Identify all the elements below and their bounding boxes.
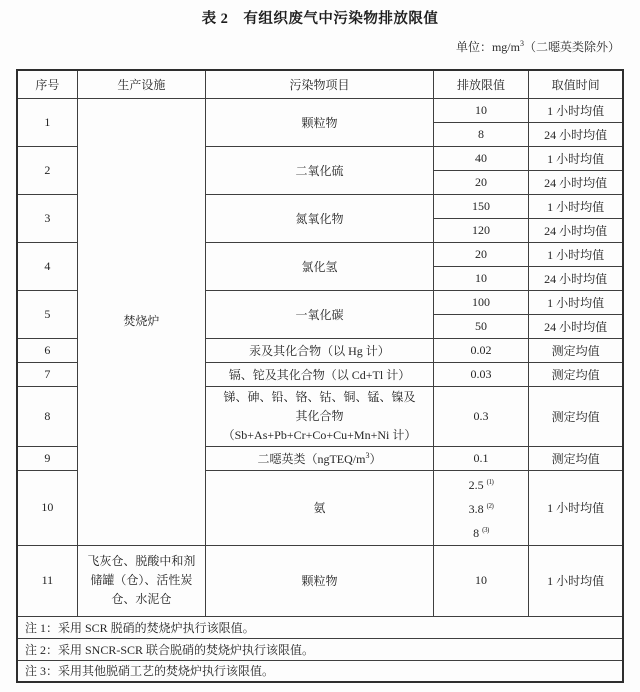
note-2: 注 2：采用 SNCR-SCR 联合脱硝的焚烧炉执行该限值。 — [17, 638, 623, 660]
limit-cell — [433, 470, 528, 545]
table-header-row — [17, 70, 623, 98]
time-cell: 1 小时均值 — [529, 290, 623, 314]
limit-value: 8 — [473, 525, 480, 540]
time-cell: 测定均值 — [529, 446, 623, 470]
limit-cell: 10 — [433, 98, 528, 122]
time-cell: 1 小时均值 — [529, 146, 623, 170]
pollutant-text-suffix: ） — [369, 451, 382, 466]
note-row — [17, 616, 623, 638]
facility-cell-silos: 飞灰仓、脱酸中和剂储罐（仓）、活性炭仓、水泥仓 — [77, 545, 205, 616]
seq-cell: 3 — [17, 194, 77, 242]
pollutant-cell: 汞及其化合物（以 Hg 计） — [206, 338, 434, 362]
table-title: 表 2 有组织废气中污染物排放限值 — [201, 11, 439, 27]
header-facility: 生产设施 — [77, 70, 205, 98]
time-cell: 1 小时均值 — [529, 545, 623, 616]
unit-superscript: 3 — [519, 39, 524, 48]
seq-cell: 1 — [17, 98, 77, 146]
time-cell: 24 小时均值 — [529, 314, 623, 338]
pollutant-cell: 二氧化硫 — [206, 146, 434, 194]
note-3: 注 3：采用其他脱硝工艺的焚烧炉执行该限值。 — [17, 660, 623, 682]
limit-cell: 10 — [433, 545, 528, 616]
limit-line-1 — [437, 472, 525, 496]
seq-cell: 6 — [17, 338, 77, 362]
note-row — [17, 638, 623, 660]
limit-value: 2.5 — [468, 477, 484, 492]
seq-cell: 10 — [17, 470, 77, 545]
note-1: 注 1：采用 SCR 脱硝的焚烧炉执行该限值。 — [17, 616, 623, 638]
limit-line-2 — [437, 496, 525, 520]
seq-cell: 5 — [17, 290, 77, 338]
emission-limits-table — [16, 69, 624, 683]
pollutant-cell: 氮氧化物 — [206, 194, 434, 242]
limit-value: 3.8 — [468, 501, 484, 516]
time-cell: 24 小时均值 — [529, 170, 623, 194]
pollutant-cell: 氯化氢 — [206, 242, 434, 290]
time-cell: 24 小时均值 — [529, 122, 623, 146]
header-time: 取值时间 — [529, 70, 623, 98]
seq-cell: 7 — [17, 362, 77, 386]
time-cell: 1 小时均值 — [529, 194, 623, 218]
pollutant-line-2: 其化合物 — [295, 408, 344, 423]
limit-cell: 0.03 — [433, 362, 528, 386]
pollutant-line-1: 锑、砷、铅、铬、钴、铜、锰、镍及 — [223, 389, 416, 404]
limit-cell: 0.02 — [433, 338, 528, 362]
pollutant-cell: 镉、铊及其化合物（以 Cd+Tl 计） — [206, 362, 434, 386]
limit-cell: 20 — [433, 170, 528, 194]
limit-footnote-marker: (2) — [486, 501, 494, 510]
pollutant-cell: 氨 — [206, 470, 434, 545]
table-row — [17, 98, 623, 122]
header-limit: 排放限值 — [433, 70, 528, 98]
limit-cell: 0.3 — [433, 386, 528, 446]
pollutant-cell — [206, 446, 434, 470]
seq-cell: 8 — [17, 386, 77, 446]
seq-cell: 11 — [17, 545, 77, 616]
facility-cell-incinerator: 焚烧炉 — [77, 98, 205, 545]
header-pollutant: 污染物项目 — [206, 70, 434, 98]
seq-cell: 9 — [17, 446, 77, 470]
pollutant-cell: 颗粒物 — [206, 545, 434, 616]
time-cell: 测定均值 — [529, 362, 623, 386]
limit-footnote-marker: (3) — [482, 525, 489, 534]
limit-line-3 — [437, 520, 525, 544]
time-cell: 测定均值 — [529, 386, 623, 446]
time-cell: 测定均值 — [529, 338, 623, 362]
time-cell: 1 小时均值 — [529, 470, 623, 545]
unit-note — [0, 38, 640, 55]
note-row — [17, 660, 623, 682]
time-cell: 1 小时均值 — [529, 98, 623, 122]
time-cell: 24 小时均值 — [529, 266, 623, 290]
limit-cell: 10 — [433, 266, 528, 290]
pollutant-text: 二噁英类（ngTEQ/m — [257, 451, 366, 466]
table-row — [17, 545, 623, 616]
seq-cell: 2 — [17, 146, 77, 194]
limit-footnote-marker: (1) — [486, 477, 494, 486]
unit-prefix: 单位：mg/m — [455, 40, 520, 54]
pollutant-cell: 颗粒物 — [206, 98, 434, 146]
time-cell: 24 小时均值 — [529, 218, 623, 242]
limit-cell: 20 — [433, 242, 528, 266]
limit-cell: 8 — [433, 122, 528, 146]
pollutant-cell — [206, 386, 434, 446]
limit-cell: 50 — [433, 314, 528, 338]
time-cell: 1 小时均值 — [529, 242, 623, 266]
seq-cell: 4 — [17, 242, 77, 290]
header-seq: 序号 — [17, 70, 77, 98]
pollutant-line-3: （Sb+As+Pb+Cr+Co+Cu+Mn+Ni 计） — [222, 427, 417, 442]
pollutant-superscript: 3 — [365, 450, 370, 460]
limit-cell: 0.1 — [433, 446, 528, 470]
unit-suffix: （二噁英类除外） — [523, 40, 620, 54]
limit-cell: 100 — [433, 290, 528, 314]
pollutant-cell: 一氧化碳 — [206, 290, 434, 338]
limit-cell: 40 — [433, 146, 528, 170]
limit-cell: 120 — [433, 218, 528, 242]
limit-cell: 150 — [433, 194, 528, 218]
